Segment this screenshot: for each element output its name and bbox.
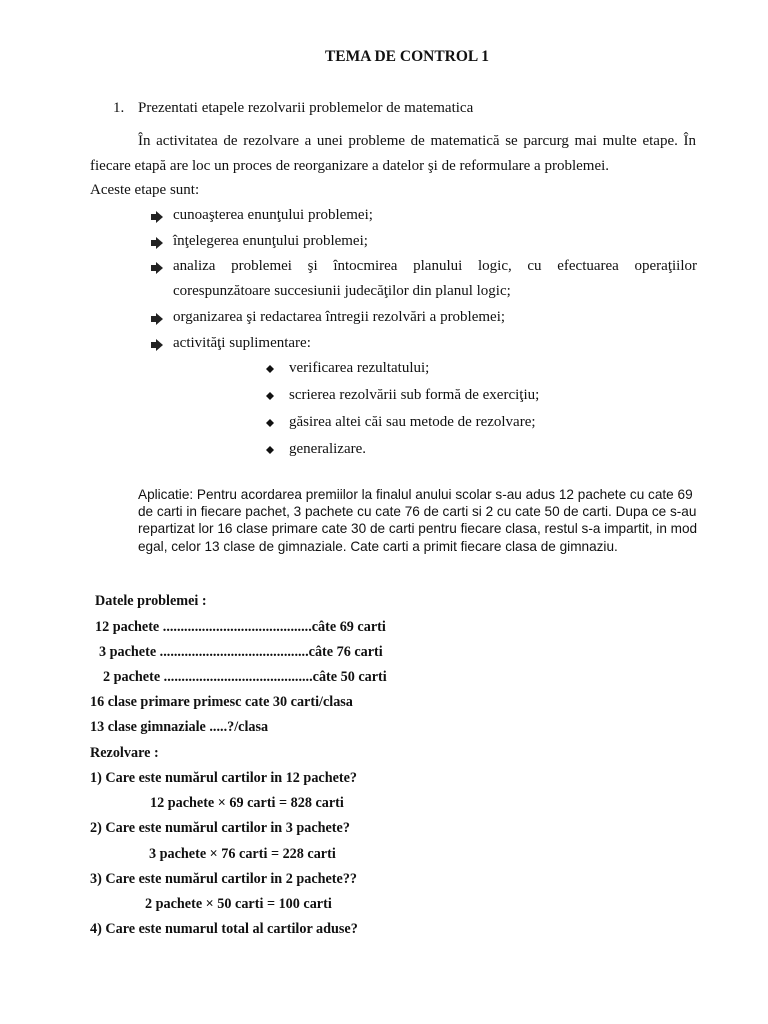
data-line: 13 clase gimnaziale .....?/clasa (90, 719, 269, 735)
solution-question: 3) Care este numărul cartilor in 2 pachete?? (90, 871, 358, 887)
intro-paragraph-text: În activitatea de rezolvare a unei probleme de matematică se parcurg mai multe etape. În fiecare etapă are loc un proces de reorganizare a datelor şi de reformulare a problemei. (90, 133, 696, 174)
solution-heading: Rezolvare : (90, 745, 159, 761)
diamond-bullet-icon (266, 419, 274, 427)
data-line: 16 clase primare primesc cate 30 carti/clasa (90, 694, 353, 710)
question-number: 1. (113, 100, 125, 116)
solution-calculation: 3 pachete × 76 carti = 228 carti (149, 846, 336, 862)
question-text: Prezentati etapele rezolvarii problemelor de matematica (138, 100, 474, 116)
solution-question: 4) Care este numarul total al cartilor aduse? (90, 921, 358, 937)
diamond-bullet-icon (266, 446, 274, 454)
intro-paragraph (90, 129, 696, 179)
solution-question: 1) Care este numărul cartilor in 12 pachete? (90, 770, 358, 786)
diamond-bullet-icon (266, 365, 274, 373)
arrow-bullet-icon (150, 313, 164, 325)
data-line: 12 pachete ..........................................câte 69 carti (95, 619, 386, 635)
intro-lead: Aceste etape sunt: (90, 182, 200, 198)
data-line: 3 pachete ..........................................câte 76 carti (99, 644, 383, 660)
solution-calculation: 12 pachete × 69 carti = 828 carti (150, 795, 344, 811)
application-problem: Aplicatie: Pentru acordarea premiilor la finalul anului scolar s-au adus 12 pachete cu cate 69 de carti in fiecare pachet, 3 pachete cu cate 76 de carti si 2 cu cate 50 de carti. Dupa ce s-au repartizat lor 16 clase primare cate 30 de carti pentru fiecare clasa, restul s-a impartit, in mod egal, celor 13 clase de gimnaziale. Cate carti a primit fiecare clasa de gimnaziu. (138, 487, 698, 554)
data-line: 2 pachete ..........................................câte 50 carti (103, 669, 387, 685)
arrow-bullet-icon (150, 237, 164, 249)
solution-question: 2) Care este numărul cartilor in 3 pachete? (90, 820, 350, 836)
diamond-bullet-icon (266, 392, 274, 400)
arrow-bullet-icon (150, 211, 164, 223)
arrow-bullet-icon (150, 339, 164, 351)
data-heading: Datele problemei : (95, 593, 207, 609)
arrow-bullet-icon (150, 262, 164, 274)
page-title: TEMA DE CONTROL 1 (324, 48, 490, 65)
solution-calculation: 2 pachete × 50 carti = 100 carti (145, 896, 332, 912)
